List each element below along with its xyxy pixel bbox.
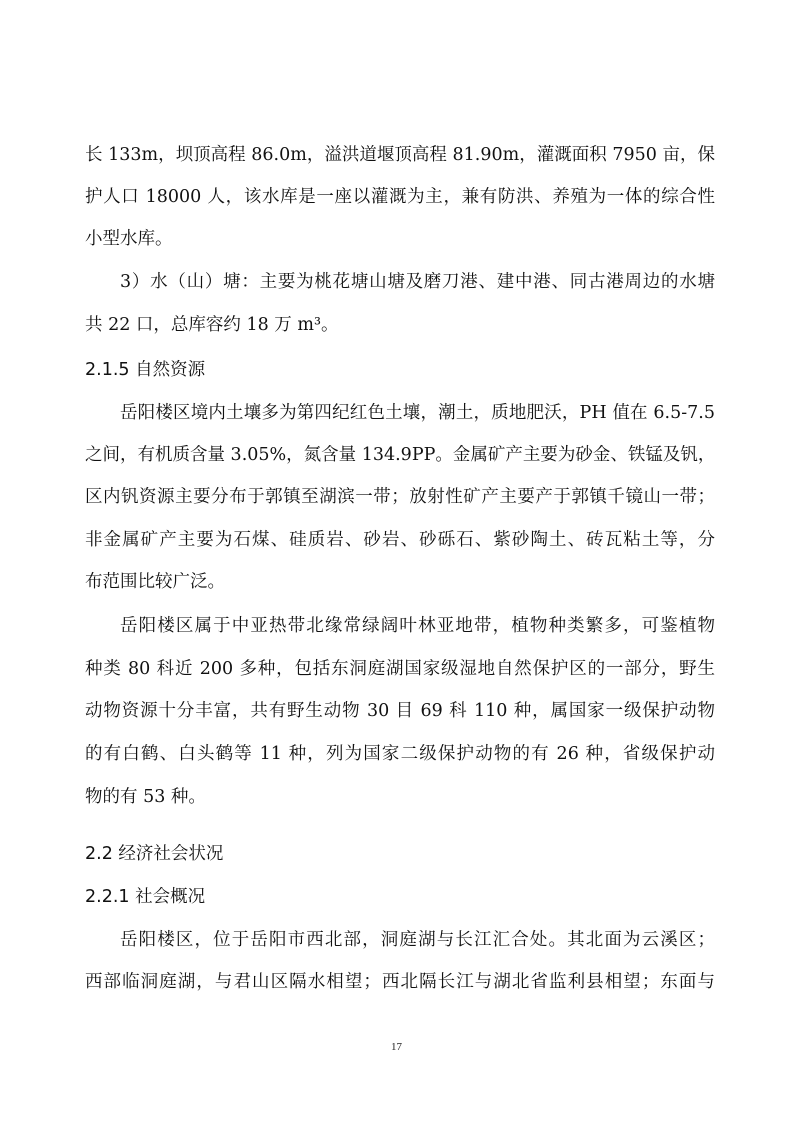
text-line: 的有白鹤、白头鹤等 11 种，列为国家二级保护动物的有 26 种，省级保护动 [85, 744, 715, 764]
text-line: 动物资源十分丰富，共有野生动物 30 目 69 科 110 种，属国家一级保护动物 [85, 701, 715, 721]
text-line: 非金属矿产主要为石煤、硅质岩、砂岩、砂砾石、紫砂陶土、砖瓦粘土等，分 [85, 530, 715, 550]
section-heading: 2.2 经济社会状况 [85, 844, 224, 864]
text-line: 西部临洞庭湖，与君山区隔水相望；西北隔长江与湖北省监利县相望；东面与 [85, 972, 715, 992]
text-line: 布范围比较广泛。 [85, 572, 225, 592]
text-line: 岳阳楼区境内土壤多为第四纪红色土壤，潮土，质地肥沃，PH 值在 6.5-7.5 [120, 403, 715, 423]
text-line: 之间，有机质含量 3.05%，氮含量 134.9PP。金属矿产主要为砂金、铁锰及钒， [85, 445, 716, 465]
text-line: 护人口 18000 人，该水库是一座以灌溉为主，兼有防洪、养殖为一体的综合性 [85, 187, 715, 207]
text-line: 物的有 53 种。 [85, 787, 206, 807]
text-line: 岳阳楼区属于中亚热带北缘常绿阔叶林亚地带，植物种类繁多，可鉴植物 [120, 616, 715, 636]
subsection-heading: 2.2.1 社会概况 [85, 887, 206, 907]
page-number: 17 [391, 1041, 402, 1053]
text-line: 3）水（山）塘：主要为桃花塘山塘及磨刀港、建中港、同古港周边的水塘 [120, 272, 715, 292]
text-line: 共 22 口，总库容约 18 万 m³。 [85, 315, 339, 335]
text-line: 岳阳楼区，位于岳阳市西北部，洞庭湖与长江汇合处。其北面为云溪区； [120, 930, 715, 950]
text-line: 种类 80 科近 200 多种，包括东洞庭湖国家级湿地自然保护区的一部分，野生 [85, 659, 715, 679]
text-line: 区内钒资源主要分布于郭镇至湖滨一带；放射性矿产主要产于郭镇千镜山一带； [85, 487, 715, 507]
text-line: 小型水库。 [85, 229, 173, 249]
section-heading: 2.1.5 自然资源 [85, 360, 206, 380]
text-line: 长 133m，坝顶高程 86.0m，溢洪道堰顶高程 81.90m，灌溉面积 7950 亩，保 [85, 145, 715, 165]
